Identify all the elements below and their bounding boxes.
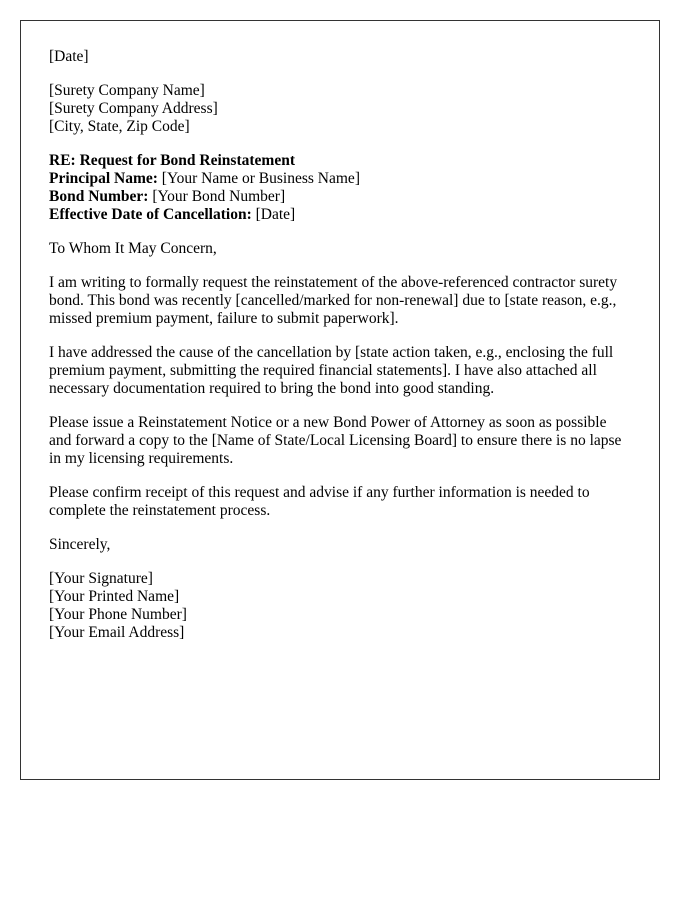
body-paragraph: Please confirm receipt of this request and advise if any further information is needed to complete the reinstatement process. — [49, 484, 590, 519]
body-paragraph: Please issue a Reinstatement Notice or a new Bond Power of Attorney as soon as possible and forward a copy to the [Name of State/Local Licensing Board] to ensure there is no lapse in my licensing requirements. — [49, 414, 622, 467]
body-paragraph: I am writing to formally request the reinstatement of the above-referenced contractor surety bond. This bond was recently [cancelled/marked for non-renewal] due to [state reason, e.g., missed premium payment, failure to submit paperwork]. — [49, 274, 618, 327]
closing: Sincerely, — [49, 536, 111, 553]
cancellation-date-line — [49, 206, 631, 224]
signature: [Your Signature] — [49, 570, 153, 587]
recipient-address — [49, 82, 631, 136]
bond-number-value: [Your Bond Number] — [148, 188, 286, 205]
recipient-company-address: [Surety Company Address] — [49, 100, 218, 117]
reference-block — [49, 152, 631, 224]
letter-date: [Date] — [49, 48, 89, 65]
re-subject: RE: Request for Bond Reinstatement — [49, 152, 295, 169]
phone-number: [Your Phone Number] — [49, 606, 187, 623]
cancellation-date-value: [Date] — [251, 206, 296, 223]
body-paragraph: I have addressed the cause of the cancellation by [state action taken, e.g., enclosing the full premium payment, submitting the required financial statements]. I have also attached all necessary documentation required to bring the bond into good standing. — [49, 344, 614, 397]
principal-name-label: Principal Name: — [49, 170, 158, 187]
recipient-city-state-zip: [City, State, Zip Code] — [49, 118, 190, 135]
letter-page — [20, 20, 660, 780]
principal-name-line — [49, 170, 631, 188]
email-address: [Your Email Address] — [49, 624, 185, 641]
cancellation-date-label: Effective Date of Cancellation: — [49, 206, 252, 223]
recipient-company-name: [Surety Company Name] — [49, 82, 205, 99]
bond-number-line — [49, 188, 631, 206]
bond-number-label: Bond Number: — [49, 188, 149, 205]
principal-name-value: [Your Name or Business Name] — [157, 170, 360, 187]
signature-block — [49, 570, 631, 642]
salutation: To Whom It May Concern, — [49, 240, 217, 257]
printed-name: [Your Printed Name] — [49, 588, 180, 605]
